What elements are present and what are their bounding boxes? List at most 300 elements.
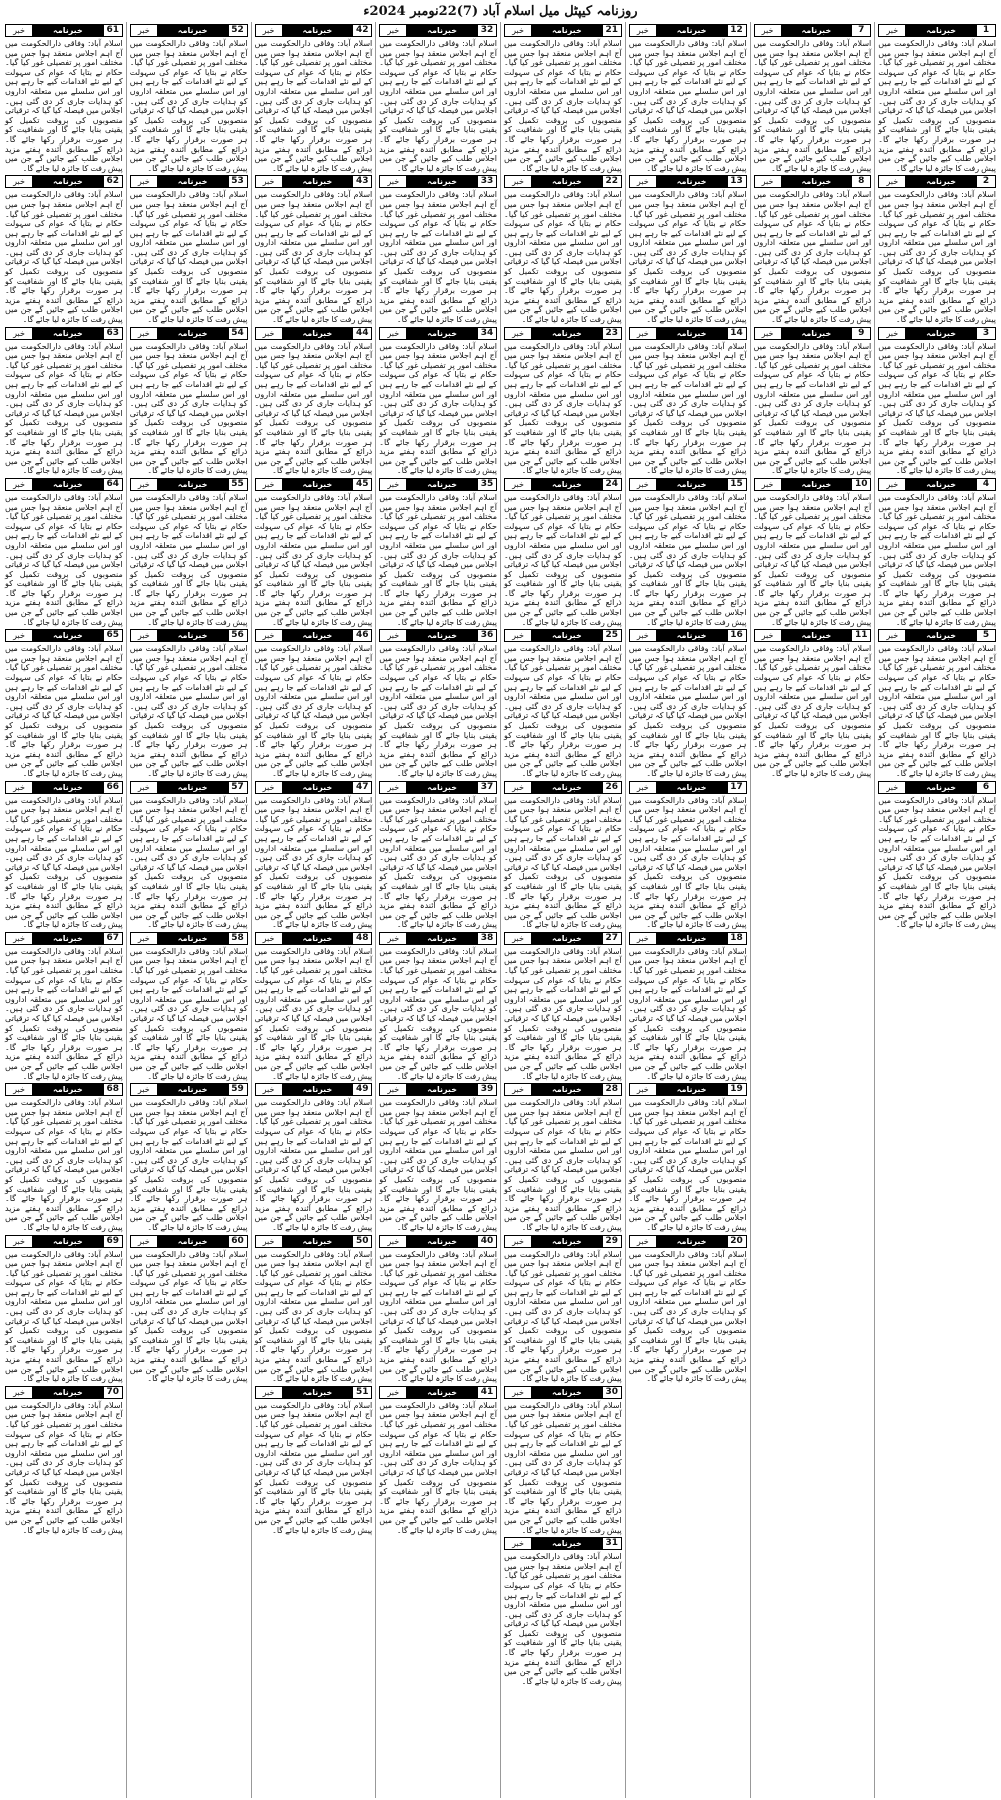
news-item-label: خبرنامہ [657,478,727,491]
news-item [379,175,497,324]
news-item-label: خبرنامہ [33,1386,103,1399]
news-item [255,24,373,173]
news-item-header [379,478,497,491]
news-item-number: 39 [477,1083,497,1096]
news-item-header [754,629,872,642]
news-item-header [629,1083,747,1096]
news-item [504,1537,622,1686]
news-item-tag: خبر [130,932,158,945]
news-item-tag: خبر [754,24,782,37]
news-item-label: خبرنامہ [532,1386,602,1399]
news-item-label: خبرنامہ [33,1083,103,1096]
news-item-header [504,24,622,37]
news-item-number: 31 [602,1537,622,1550]
news-item-label: خبرنامہ [283,932,353,945]
news-item-tag: خبر [130,175,158,188]
news-item-tag: خبر [5,1083,33,1096]
news-item-label: خبرنامہ [532,175,602,188]
news-item-tag: خبر [504,932,532,945]
news-item-label: خبرنامہ [283,1235,353,1248]
news-item [5,932,123,1081]
news-item-header [629,629,747,642]
news-item [255,1083,373,1232]
news-item-body: اسلام آباد: وفاقی دارالحکومت میں آج اہم اجلاس منعقد ہوا جس میں مختلف امور پر تفصیلی غور کیا گیا۔ حکام نے بتایا کہ عوام کی سہولت کے لیے نئے اقدامات کیے جا رہے ہیں اور اس سلسلے میں متعلقہ اداروں کو ہدایات جاری کر دی گئی ہیں۔ اجلاس میں فیصلہ کیا گیا کہ ترقیاتی منصوبوں کی بروقت تکمیل کو یقینی بنایا جائے گا اور شفافیت کو ہر صورت برقرار رکھا جائے گا۔ ذرائع کے مطابق آئندہ ہفتے مزید اجلاس طلب کیے جائیں گے جن میں پیش رفت کا جائزہ لیا جائے گا۔ [254,492,373,627]
news-item-body: اسلام آباد: وفاقی دارالحکومت میں آج اہم اجلاس منعقد ہوا جس میں مختلف امور پر تفصیلی غور کیا گیا۔ حکام نے بتایا کہ عوام کی سہولت کے لیے نئے اقدامات کیے جا رہے ہیں اور اس سلسلے میں متعلقہ اداروں کو ہدایات جاری کر دی گئی ہیں۔ اجلاس میں فیصلہ کیا گیا کہ ترقیاتی منصوبوں کی بروقت تکمیل کو یقینی بنایا جائے گا اور شفافیت کو ہر صورت برقرار رکھا جائے گا۔ ذرائع کے مطابق آئندہ ہفتے مزید اجلاس طلب کیے جائیں گے جن میں پیش رفت کا جائزہ لیا جائے گا۔ [379,190,497,325]
news-item-body: اسلام آباد: وفاقی دارالحکومت میں آج اہم اجلاس منعقد ہوا جس میں مختلف امور پر تفصیلی غور کیا گیا۔ حکام نے بتایا کہ عوام کی سہولت کے لیے نئے اقدامات کیے جا رہے ہیں اور اس سلسلے میں متعلقہ اداروں کو ہدایات جاری کر دی گئی ہیں۔ اجلاس میں فیصلہ کیا گیا کہ ترقیاتی منصوبوں کی بروقت تکمیل کو یقینی بنایا جائے گا اور شفافیت کو ہر صورت برقرار رکھا جائے گا۔ ذرائع کے مطابق آئندہ ہفتے مزید اجلاس طلب کیے جائیں گے جن میں پیش رفت کا جائزہ لیا جائے گا۔ [5,1400,123,1535]
news-item [754,327,872,476]
news-item-number: 65 [103,629,123,642]
news-item-body: اسلام آباد: وفاقی دارالحکومت میں آج اہم اجلاس منعقد ہوا جس میں مختلف امور پر تفصیلی غور کیا گیا۔ حکام نے بتایا کہ عوام کی سہولت کے لیے نئے اقدامات کیے جا رہے ہیں اور اس سلسلے میں متعلقہ اداروں کو ہدایات جاری کر دی گئی ہیں۔ اجلاس میں فیصلہ کیا گیا کہ ترقیاتی منصوبوں کی بروقت تکمیل کو یقینی بنایا جائے گا اور شفافیت کو ہر صورت برقرار رکھا جائے گا۔ ذرائع کے مطابق آئندہ ہفتے مزید اجلاس طلب کیے جائیں گے جن میں پیش رفت کا جائزہ لیا جائے گا۔ [5,946,123,1081]
page-title: روزنامہ کیپٹل میل اسلام آباد (7)22نومبر 2024ء [363,4,638,19]
news-item-body: اسلام آباد: وفاقی دارالحکومت میں آج اہم اجلاس منعقد ہوا جس میں مختلف امور پر تفصیلی غور کیا گیا۔ حکام نے بتایا کہ عوام کی سہولت کے لیے نئے اقدامات کیے جا رہے ہیں اور اس سلسلے میں متعلقہ اداروں کو ہدایات جاری کر دی گئی ہیں۔ اجلاس میں فیصلہ کیا گیا کہ ترقیاتی منصوبوں کی بروقت تکمیل کو یقینی بنایا جائے گا اور شفافیت کو ہر صورت برقرار رکھا جائے گا۔ ذرائع کے مطابق آئندہ ہفتے مزید اجلاس طلب کیے جائیں گے جن میں پیش رفت کا جائزہ لیا جائے گا۔ [5,1249,123,1384]
news-item-header [754,24,872,37]
news-item-number: 48 [352,932,372,945]
news-item [504,175,622,324]
news-item-tag: خبر [5,175,33,188]
news-item [5,1083,123,1232]
news-item [5,327,123,476]
news-item-tag: خبر [504,1083,532,1096]
news-item-label: خبرنامہ [657,781,727,794]
news-item-body: اسلام آباد: وفاقی دارالحکومت میں آج اہم اجلاس منعقد ہوا جس میں مختلف امور پر تفصیلی غور کیا گیا۔ حکام نے بتایا کہ عوام کی سہولت کے لیے نئے اقدامات کیے جا رہے ہیں اور اس سلسلے میں متعلقہ اداروں کو ہدایات جاری کر دی گئی ہیں۔ اجلاس میں فیصلہ کیا گیا کہ ترقیاتی منصوبوں کی بروقت تکمیل کو یقینی بنایا جائے گا اور شفافیت کو ہر صورت برقرار رکھا جائے گا۔ ذرائع کے مطابق آئندہ ہفتے مزید اجلاس طلب کیے جائیں گے جن میں پیش رفت کا جائزہ لیا جائے گا۔ [628,341,747,476]
news-item-number: 12 [727,24,747,37]
news-item-number: 19 [727,1083,747,1096]
news-item-label: خبرنامہ [657,175,727,188]
news-item-number: 27 [602,932,622,945]
news-item-body: اسلام آباد: وفاقی دارالحکومت میں آج اہم اجلاس منعقد ہوا جس میں مختلف امور پر تفصیلی غور کیا گیا۔ حکام نے بتایا کہ عوام کی سہولت کے لیے نئے اقدامات کیے جا رہے ہیں اور اس سلسلے میں متعلقہ اداروں کو ہدایات جاری کر دی گئی ہیں۔ اجلاس میں فیصلہ کیا گیا کہ ترقیاتی منصوبوں کی بروقت تکمیل کو یقینی بنایا جائے گا اور شفافیت کو ہر صورت برقرار رکھا جائے گا۔ ذرائع کے مطابق آئندہ ہفتے مزید اجلاس طلب کیے جائیں گے جن میں پیش رفت کا جائزہ لیا جائے گا۔ [878,644,996,778]
news-item-label: خبرنامہ [906,781,976,794]
news-item [504,24,622,173]
news-item-number: 60 [228,1235,248,1248]
news-item-body: اسلام آباد: وفاقی دارالحکومت میں آج اہم اجلاس منعقد ہوا جس میں مختلف امور پر تفصیلی غور کیا گیا۔ حکام نے بتایا کہ عوام کی سہولت کے لیے نئے اقدامات کیے جا رہے ہیں اور اس سلسلے میں متعلقہ اداروں کو ہدایات جاری کر دی گئی ہیں۔ اجلاس میں فیصلہ کیا گیا کہ ترقیاتی منصوبوں کی بروقت تکمیل کو یقینی بنایا جائے گا اور شفافیت کو ہر صورت برقرار رکھا جائے گا۔ ذرائع کے مطابق آئندہ ہفتے مزید اجلاس طلب کیے جائیں گے جن میں پیش رفت کا جائزہ لیا جائے گا۔ [129,644,248,778]
news-item-header [504,932,622,945]
news-item-number: 62 [103,175,123,188]
news-item-number: 59 [228,1083,248,1096]
news-item [5,175,123,324]
news-item-header [754,478,872,491]
news-item-number: 61 [103,24,123,37]
news-item-header [5,629,123,642]
news-item-body: اسلام آباد: وفاقی دارالحکومت میں آج اہم اجلاس منعقد ہوا جس میں مختلف امور پر تفصیلی غور کیا گیا۔ حکام نے بتایا کہ عوام کی سہولت کے لیے نئے اقدامات کیے جا رہے ہیں اور اس سلسلے میں متعلقہ اداروں کو ہدایات جاری کر دی گئی ہیں۔ اجلاس میں فیصلہ کیا گیا کہ ترقیاتی منصوبوں کی بروقت تکمیل کو یقینی بنایا جائے گا اور شفافیت کو ہر صورت برقرار رکھا جائے گا۔ ذرائع کے مطابق آئندہ ہفتے مزید اجلاس طلب کیے جائیں گے جن میں پیش رفت کا جائزہ لیا جائے گا۔ [379,1249,497,1384]
news-item-tag: خبر [629,1235,657,1248]
news-item [379,1083,497,1232]
news-item-tag: خبر [754,629,782,642]
news-item-body: اسلام آباد: وفاقی دارالحکومت میں آج اہم اجلاس منعقد ہوا جس میں مختلف امور پر تفصیلی غور کیا گیا۔ حکام نے بتایا کہ عوام کی سہولت کے لیے نئے اقدامات کیے جا رہے ہیں اور اس سلسلے میں متعلقہ اداروں کو ہدایات جاری کر دی گئی ہیں۔ اجلاس میں فیصلہ کیا گیا کہ ترقیاتی منصوبوں کی بروقت تکمیل کو یقینی بنایا جائے گا اور شفافیت کو ہر صورت برقرار رکھا جائے گا۔ ذرائع کے مطابق آئندہ ہفتے مزید اجلاس طلب کیے جائیں گے جن میں پیش رفت کا جائزہ لیا جائے گا۔ [504,644,622,778]
news-item-label: خبرنامہ [283,478,353,491]
news-item-body: اسلام آباد: وفاقی دارالحکومت میں آج اہم اجلاس منعقد ہوا جس میں مختلف امور پر تفصیلی غور کیا گیا۔ حکام نے بتایا کہ عوام کی سہولت کے لیے نئے اقدامات کیے جا رہے ہیں اور اس سلسلے میں متعلقہ اداروں کو ہدایات جاری کر دی گئی ہیں۔ اجلاس میں فیصلہ کیا گیا کہ ترقیاتی منصوبوں کی بروقت تکمیل کو یقینی بنایا جائے گا اور شفافیت کو ہر صورت برقرار رکھا جائے گا۔ ذرائع کے مطابق آئندہ ہفتے مزید اجلاس طلب کیے جائیں گے جن میں پیش رفت کا جائزہ لیا جائے گا۔ [753,190,872,325]
news-item-number: 52 [228,24,248,37]
news-item-label: خبرنامہ [407,1386,477,1399]
news-item-body: اسلام آباد: وفاقی دارالحکومت میں آج اہم اجلاس منعقد ہوا جس میں مختلف امور پر تفصیلی غور کیا گیا۔ حکام نے بتایا کہ عوام کی سہولت کے لیے نئے اقدامات کیے جا رہے ہیں اور اس سلسلے میں متعلقہ اداروں کو ہدایات جاری کر دی گئی ہیں۔ اجلاس میں فیصلہ کیا گیا کہ ترقیاتی منصوبوں کی بروقت تکمیل کو یقینی بنایا جائے گا اور شفافیت کو ہر صورت برقرار رکھا جائے گا۔ ذرائع کے مطابق آئندہ ہفتے مزید اجلاس طلب کیے جائیں گے جن میں پیش رفت کا جائزہ لیا جائے گا۔ [878,492,996,627]
news-item-body: اسلام آباد: وفاقی دارالحکومت میں آج اہم اجلاس منعقد ہوا جس میں مختلف امور پر تفصیلی غور کیا گیا۔ حکام نے بتایا کہ عوام کی سہولت کے لیے نئے اقدامات کیے جا رہے ہیں اور اس سلسلے میں متعلقہ اداروں کو ہدایات جاری کر دی گئی ہیں۔ اجلاس میں فیصلہ کیا گیا کہ ترقیاتی منصوبوں کی بروقت تکمیل کو یقینی بنایا جائے گا اور شفافیت کو ہر صورت برقرار رکھا جائے گا۔ ذرائع کے مطابق آئندہ ہفتے مزید اجلاس طلب کیے جائیں گے جن میں پیش رفت کا جائزہ لیا جائے گا۔ [129,946,248,1081]
news-item-header [629,24,747,37]
news-item-number: 36 [477,629,497,642]
news-item-body: اسلام آباد: وفاقی دارالحکومت میں آج اہم اجلاس منعقد ہوا جس میں مختلف امور پر تفصیلی غور کیا گیا۔ حکام نے بتایا کہ عوام کی سہولت کے لیے نئے اقدامات کیے جا رہے ہیں اور اس سلسلے میں متعلقہ اداروں کو ہدایات جاری کر دی گئی ہیں۔ اجلاس میں فیصلہ کیا گیا کہ ترقیاتی منصوبوں کی بروقت تکمیل کو یقینی بنایا جائے گا اور شفافیت کو ہر صورت برقرار رکھا جائے گا۔ ذرائع کے مطابق آئندہ ہفتے مزید اجلاس طلب کیے جائیں گے جن میں پیش رفت کا جائزہ لیا جائے گا۔ [379,946,497,1081]
news-item [379,1386,497,1535]
news-item-tag: خبر [5,478,33,491]
news-item-tag: خبر [504,1386,532,1399]
news-item-tag: خبر [255,1083,283,1096]
news-item-label: خبرنامہ [407,1083,477,1096]
news-item-body: اسلام آباد: وفاقی دارالحکومت میں آج اہم اجلاس منعقد ہوا جس میں مختلف امور پر تفصیلی غور کیا گیا۔ حکام نے بتایا کہ عوام کی سہولت کے لیے نئے اقدامات کیے جا رہے ہیں اور اس سلسلے میں متعلقہ اداروں کو ہدایات جاری کر دی گئی ہیں۔ اجلاس میں فیصلہ کیا گیا کہ ترقیاتی منصوبوں کی بروقت تکمیل کو یقینی بنایا جائے گا اور شفافیت کو ہر صورت برقرار رکھا جائے گا۔ ذرائع کے مطابق آئندہ ہفتے مزید اجلاس طلب کیے جائیں گے جن میں پیش رفت کا جائزہ لیا جائے گا۔ [753,492,872,627]
news-item-label: خبرنامہ [532,24,602,37]
news-item-body: اسلام آباد: وفاقی دارالحکومت میں آج اہم اجلاس منعقد ہوا جس میں مختلف امور پر تفصیلی غور کیا گیا۔ حکام نے بتایا کہ عوام کی سہولت کے لیے نئے اقدامات کیے جا رہے ہیں اور اس سلسلے میں متعلقہ اداروں کو ہدایات جاری کر دی گئی ہیں۔ اجلاس میں فیصلہ کیا گیا کہ ترقیاتی منصوبوں کی بروقت تکمیل کو یقینی بنایا جائے گا اور شفافیت کو ہر صورت برقرار رکھا جائے گا۔ ذرائع کے مطابق آئندہ ہفتے مزید اجلاس طلب کیے جائیں گے جن میں پیش رفت کا جائزہ لیا جائے گا۔ [5,795,123,930]
news-item-label: خبرنامہ [33,629,103,642]
news-item-tag: خبر [504,629,532,642]
news-item-body: اسلام آباد: وفاقی دارالحکومت میں آج اہم اجلاس منعقد ہوا جس میں مختلف امور پر تفصیلی غور کیا گیا۔ حکام نے بتایا کہ عوام کی سہولت کے لیے نئے اقدامات کیے جا رہے ہیں اور اس سلسلے میں متعلقہ اداروں کو ہدایات جاری کر دی گئی ہیں۔ اجلاس میں فیصلہ کیا گیا کہ ترقیاتی منصوبوں کی بروقت تکمیل کو یقینی بنایا جائے گا اور شفافیت کو ہر صورت برقرار رکھا جائے گا۔ ذرائع کے مطابق آئندہ ہفتے مزید اجلاس طلب کیے جائیں گے جن میں پیش رفت کا جائزہ لیا جائے گا۔ [878,190,996,325]
news-item-label: خبرنامہ [906,24,976,37]
news-item-header [5,175,123,188]
news-item-number: 55 [228,478,248,491]
news-item-header [255,175,373,188]
news-item-tag: خبر [255,932,283,945]
news-item-header [878,629,996,642]
news-item-body: اسلام آباد: وفاقی دارالحکومت میں آج اہم اجلاس منعقد ہوا جس میں مختلف امور پر تفصیلی غور کیا گیا۔ حکام نے بتایا کہ عوام کی سہولت کے لیے نئے اقدامات کیے جا رہے ہیں اور اس سلسلے میں متعلقہ اداروں کو ہدایات جاری کر دی گئی ہیں۔ اجلاس میں فیصلہ کیا گیا کہ ترقیاتی منصوبوں کی بروقت تکمیل کو یقینی بنایا جائے گا اور شفافیت کو ہر صورت برقرار رکھا جائے گا۔ ذرائع کے مطابق آئندہ ہفتے مزید اجلاس طلب کیے جائیں گے جن میں پیش رفت کا جائزہ لیا جائے گا۔ [129,1249,248,1384]
news-item-number: 26 [602,781,622,794]
news-item-header [629,781,747,794]
news-item-tag: خبر [379,327,407,340]
news-item [878,629,996,778]
news-item-number: 15 [727,478,747,491]
news-item-number: 14 [727,327,747,340]
news-item [629,478,747,627]
news-item-header [5,781,123,794]
news-item-body: اسلام آباد: وفاقی دارالحکومت میں آج اہم اجلاس منعقد ہوا جس میں مختلف امور پر تفصیلی غور کیا گیا۔ حکام نے بتایا کہ عوام کی سہولت کے لیے نئے اقدامات کیے جا رہے ہیں اور اس سلسلے میں متعلقہ اداروں کو ہدایات جاری کر دی گئی ہیں۔ اجلاس میں فیصلہ کیا گیا کہ ترقیاتی منصوبوں کی بروقت تکمیل کو یقینی بنایا جائے گا اور شفافیت کو ہر صورت برقرار رکھا جائے گا۔ ذرائع کے مطابق آئندہ ہفتے مزید اجلاس طلب کیے جائیں گے جن میں پیش رفت کا جائزہ لیا جائے گا۔ [5,190,123,325]
news-item-label: خبرنامہ [532,327,602,340]
news-item [130,24,248,173]
news-item-header [255,1235,373,1248]
news-item-label: خبرنامہ [158,478,228,491]
news-item-number: 49 [352,1083,372,1096]
news-item [255,932,373,1081]
news-item [379,629,497,778]
news-item-body: اسلام آباد: وفاقی دارالحکومت میں آج اہم اجلاس منعقد ہوا جس میں مختلف امور پر تفصیلی غور کیا گیا۔ حکام نے بتایا کہ عوام کی سہولت کے لیے نئے اقدامات کیے جا رہے ہیں اور اس سلسلے میں متعلقہ اداروں کو ہدایات جاری کر دی گئی ہیں۔ اجلاس میں فیصلہ کیا گیا کہ ترقیاتی منصوبوں کی بروقت تکمیل کو یقینی بنایا جائے گا اور شفافیت کو ہر صورت برقرار رکھا جائے گا۔ ذرائع کے مطابق آئندہ ہفتے مزید اجلاس طلب کیے جائیں گے جن میں پیش رفت کا جائزہ لیا جائے گا۔ [379,39,497,173]
news-item-tag: خبر [379,1083,407,1096]
news-item-number: 2 [976,175,996,188]
news-item-number: 6 [976,781,996,794]
news-item-tag: خبر [379,629,407,642]
news-item-number: 64 [103,478,123,491]
news-item-header [5,327,123,340]
news-item-body: اسلام آباد: وفاقی دارالحکومت میں آج اہم اجلاس منعقد ہوا جس میں مختلف امور پر تفصیلی غور کیا گیا۔ حکام نے بتایا کہ عوام کی سہولت کے لیے نئے اقدامات کیے جا رہے ہیں اور اس سلسلے میں متعلقہ اداروں کو ہدایات جاری کر دی گئی ہیں۔ اجلاس میں فیصلہ کیا گیا کہ ترقیاتی منصوبوں کی بروقت تکمیل کو یقینی بنایا جائے گا اور شفافیت کو ہر صورت برقرار رکھا جائے گا۔ ذرائع کے مطابق آئندہ ہفتے مزید اجلاس طلب کیے جائیں گے جن میں پیش رفت کا جائزہ لیا جائے گا۔ [504,1552,622,1686]
news-item-header [504,1537,622,1550]
news-item-header [255,478,373,491]
news-item-body: اسلام آباد: وفاقی دارالحکومت میں آج اہم اجلاس منعقد ہوا جس میں مختلف امور پر تفصیلی غور کیا گیا۔ حکام نے بتایا کہ عوام کی سہولت کے لیے نئے اقدامات کیے جا رہے ہیں اور اس سلسلے میں متعلقہ اداروں کو ہدایات جاری کر دی گئی ہیں۔ اجلاس میں فیصلہ کیا گیا کہ ترقیاتی منصوبوں کی بروقت تکمیل کو یقینی بنایا جائے گا اور شفافیت کو ہر صورت برقرار رکھا جائے گا۔ ذرائع کے مطابق آئندہ ہفتے مزید اجلاس طلب کیے جائیں گے جن میں پیش رفت کا جائزہ لیا جائے گا۔ [628,644,747,778]
news-item-tag: خبر [629,1083,657,1096]
news-item-body: اسلام آباد: وفاقی دارالحکومت میں آج اہم اجلاس منعقد ہوا جس میں مختلف امور پر تفصیلی غور کیا گیا۔ حکام نے بتایا کہ عوام کی سہولت کے لیے نئے اقدامات کیے جا رہے ہیں اور اس سلسلے میں متعلقہ اداروں کو ہدایات جاری کر دی گئی ہیں۔ اجلاس میں فیصلہ کیا گیا کہ ترقیاتی منصوبوں کی بروقت تکمیل کو یقینی بنایا جائے گا اور شفافیت کو ہر صورت برقرار رکھا جائے گا۔ ذرائع کے مطابق آئندہ ہفتے مزید اجلاس طلب کیے جائیں گے جن میں پیش رفت کا جائزہ لیا جائے گا۔ [628,795,747,930]
news-item-tag: خبر [504,478,532,491]
news-item-number: 11 [851,629,871,642]
news-item-tag: خبر [5,781,33,794]
news-item-header [379,1235,497,1248]
news-item-number: 28 [602,1083,622,1096]
news-item-label: خبرنامہ [158,629,228,642]
news-item-label: خبرنامہ [283,781,353,794]
news-item-body: اسلام آباد: وفاقی دارالحکومت میں آج اہم اجلاس منعقد ہوا جس میں مختلف امور پر تفصیلی غور کیا گیا۔ حکام نے بتایا کہ عوام کی سہولت کے لیے نئے اقدامات کیے جا رہے ہیں اور اس سلسلے میں متعلقہ اداروں کو ہدایات جاری کر دی گئی ہیں۔ اجلاس میں فیصلہ کیا گیا کہ ترقیاتی منصوبوں کی بروقت تکمیل کو یقینی بنایا جائے گا اور شفافیت کو ہر صورت برقرار رکھا جائے گا۔ ذرائع کے مطابق آئندہ ہفتے مزید اجلاس طلب کیے جائیں گے جن میں پیش رفت کا جائزہ لیا جائے گا۔ [379,492,497,627]
news-item-number: 3 [976,327,996,340]
news-item-tag: خبر [255,175,283,188]
news-item-tag: خبر [130,1235,158,1248]
news-item-label: خبرنامہ [657,327,727,340]
news-item-number: 58 [228,932,248,945]
news-item-header [629,932,747,945]
news-item-body: اسلام آباد: وفاقی دارالحکومت میں آج اہم اجلاس منعقد ہوا جس میں مختلف امور پر تفصیلی غور کیا گیا۔ حکام نے بتایا کہ عوام کی سہولت کے لیے نئے اقدامات کیے جا رہے ہیں اور اس سلسلے میں متعلقہ اداروں کو ہدایات جاری کر دی گئی ہیں۔ اجلاس میں فیصلہ کیا گیا کہ ترقیاتی منصوبوں کی بروقت تکمیل کو یقینی بنایا جائے گا اور شفافیت کو ہر صورت برقرار رکھا جائے گا۔ ذرائع کے مطابق آئندہ ہفتے مزید اجلاس طلب کیے جائیں گے جن میں پیش رفت کا جائزہ لیا جائے گا۔ [628,39,747,173]
news-item-tag: خبر [130,629,158,642]
news-item-tag: خبر [629,781,657,794]
news-item-body: اسلام آباد: وفاقی دارالحکومت میں آج اہم اجلاس منعقد ہوا جس میں مختلف امور پر تفصیلی غور کیا گیا۔ حکام نے بتایا کہ عوام کی سہولت کے لیے نئے اقدامات کیے جا رہے ہیں اور اس سلسلے میں متعلقہ اداروں کو ہدایات جاری کر دی گئی ہیں۔ اجلاس میں فیصلہ کیا گیا کہ ترقیاتی منصوبوں کی بروقت تکمیل کو یقینی بنایا جائے گا اور شفافیت کو ہر صورت برقرار رکھا جائے گا۔ ذرائع کے مطابق آئندہ ہفتے مزید اجلاس طلب کیے جائیں گے جن میں پیش رفت کا جائزہ لیا جائے گا۔ [129,190,248,325]
news-item-tag: خبر [878,478,906,491]
news-item [504,932,622,1081]
news-item-header [255,629,373,642]
news-item-label: خبرنامہ [158,24,228,37]
news-item-tag: خبر [255,629,283,642]
news-item [629,629,747,778]
news-item-body: اسلام آباد: وفاقی دارالحکومت میں آج اہم اجلاس منعقد ہوا جس میں مختلف امور پر تفصیلی غور کیا گیا۔ حکام نے بتایا کہ عوام کی سہولت کے لیے نئے اقدامات کیے جا رہے ہیں اور اس سلسلے میں متعلقہ اداروں کو ہدایات جاری کر دی گئی ہیں۔ اجلاس میں فیصلہ کیا گیا کہ ترقیاتی منصوبوں کی بروقت تکمیل کو یقینی بنایا جائے گا اور شفافیت کو ہر صورت برقرار رکھا جائے گا۔ ذرائع کے مطابق آئندہ ہفتے مزید اجلاس طلب کیے جائیں گے جن میں پیش رفت کا جائزہ لیا جائے گا۔ [129,492,248,627]
news-item-number: 68 [103,1083,123,1096]
news-item [130,629,248,778]
news-item-header [130,932,248,945]
news-item-header [5,478,123,491]
news-item-body: اسلام آباد: وفاقی دارالحکومت میں آج اہم اجلاس منعقد ہوا جس میں مختلف امور پر تفصیلی غور کیا گیا۔ حکام نے بتایا کہ عوام کی سہولت کے لیے نئے اقدامات کیے جا رہے ہیں اور اس سلسلے میں متعلقہ اداروں کو ہدایات جاری کر دی گئی ہیں۔ اجلاس میں فیصلہ کیا گیا کہ ترقیاتی منصوبوں کی بروقت تکمیل کو یقینی بنایا جائے گا اور شفافیت کو ہر صورت برقرار رکھا جائے گا۔ ذرائع کے مطابق آئندہ ہفتے مزید اجلاس طلب کیے جائیں گے جن میں پیش رفت کا جائزہ لیا جائے گا۔ [129,1098,248,1232]
news-item-body: اسلام آباد: وفاقی دارالحکومت میں آج اہم اجلاس منعقد ہوا جس میں مختلف امور پر تفصیلی غور کیا گیا۔ حکام نے بتایا کہ عوام کی سہولت کے لیے نئے اقدامات کیے جا رہے ہیں اور اس سلسلے میں متعلقہ اداروں کو ہدایات جاری کر دی گئی ہیں۔ اجلاس میں فیصلہ کیا گیا کہ ترقیاتی منصوبوں کی بروقت تکمیل کو یقینی بنایا جائے گا اور شفافیت کو ہر صورت برقرار رکھا جائے گا۔ ذرائع کے مطابق آئندہ ہفتے مزید اجلاس طلب کیے جائیں گے جن میں پیش رفت کا جائزہ لیا جائے گا۔ [504,341,622,476]
news-item-header [379,1083,497,1096]
news-item-label: خبرنامہ [407,781,477,794]
news-item-number: 45 [352,478,372,491]
news-item-body: اسلام آباد: وفاقی دارالحکومت میں آج اہم اجلاس منعقد ہوا جس میں مختلف امور پر تفصیلی غور کیا گیا۔ حکام نے بتایا کہ عوام کی سہولت کے لیے نئے اقدامات کیے جا رہے ہیں اور اس سلسلے میں متعلقہ اداروں کو ہدایات جاری کر دی گئی ہیں۔ اجلاس میں فیصلہ کیا گیا کہ ترقیاتی منصوبوں کی بروقت تکمیل کو یقینی بنایا جائے گا اور شفافیت کو ہر صورت برقرار رکھا جائے گا۔ ذرائع کے مطابق آئندہ ہفتے مزید اجلاس طلب کیے جائیں گے جن میں پیش رفت کا جائزہ لیا جائے گا۔ [753,644,872,778]
news-item [629,781,747,930]
news-item-tag: خبر [379,175,407,188]
news-item-header [379,24,497,37]
news-item-header [504,478,622,491]
news-item-label: خبرنامہ [158,932,228,945]
news-item-header [130,327,248,340]
news-item-number: 38 [477,932,497,945]
news-item-body: اسلام آباد: وفاقی دارالحکومت میں آج اہم اجلاس منعقد ہوا جس میں مختلف امور پر تفصیلی غور کیا گیا۔ حکام نے بتایا کہ عوام کی سہولت کے لیے نئے اقدامات کیے جا رہے ہیں اور اس سلسلے میں متعلقہ اداروں کو ہدایات جاری کر دی گئی ہیں۔ اجلاس میں فیصلہ کیا گیا کہ ترقیاتی منصوبوں کی بروقت تکمیل کو یقینی بنایا جائے گا اور شفافیت کو ہر صورت برقرار رکھا جائے گا۔ ذرائع کے مطابق آئندہ ہفتے مزید اجلاس طلب کیے جائیں گے جن میں پیش رفت کا جائزہ لیا جائے گا۔ [878,341,996,476]
news-item-label: خبرنامہ [158,175,228,188]
news-item-number: 46 [352,629,372,642]
news-item-number: 51 [352,1386,372,1399]
news-item-header [130,1083,248,1096]
news-item-tag: خبر [255,1386,283,1399]
news-item-body: اسلام آباد: وفاقی دارالحکومت میں آج اہم اجلاس منعقد ہوا جس میں مختلف امور پر تفصیلی غور کیا گیا۔ حکام نے بتایا کہ عوام کی سہولت کے لیے نئے اقدامات کیے جا رہے ہیں اور اس سلسلے میں متعلقہ اداروں کو ہدایات جاری کر دی گئی ہیں۔ اجلاس میں فیصلہ کیا گیا کہ ترقیاتی منصوبوں کی بروقت تکمیل کو یقینی بنایا جائے گا اور شفافیت کو ہر صورت برقرار رکھا جائے گا۔ ذرائع کے مطابق آئندہ ہفتے مزید اجلاس طلب کیے جائیں گے جن میں پیش رفت کا جائزہ لیا جائے گا۔ [254,39,373,173]
news-item-number: 23 [602,327,622,340]
news-item-label: خبرنامہ [33,478,103,491]
news-item [504,1235,622,1384]
news-item [5,1235,123,1384]
news-item [379,478,497,627]
news-item [878,327,996,476]
news-item-body: اسلام آباد: وفاقی دارالحکومت میں آج اہم اجلاس منعقد ہوا جس میں مختلف امور پر تفصیلی غور کیا گیا۔ حکام نے بتایا کہ عوام کی سہولت کے لیے نئے اقدامات کیے جا رہے ہیں اور اس سلسلے میں متعلقہ اداروں کو ہدایات جاری کر دی گئی ہیں۔ اجلاس میں فیصلہ کیا گیا کہ ترقیاتی منصوبوں کی بروقت تکمیل کو یقینی بنایا جائے گا اور شفافیت کو ہر صورت برقرار رکھا جائے گا۔ ذرائع کے مطابق آئندہ ہفتے مزید اجلاس طلب کیے جائیں گے جن میں پیش رفت کا جائزہ لیا جائے گا۔ [628,492,747,627]
news-item-label: خبرنامہ [407,932,477,945]
news-item-tag: خبر [5,1235,33,1248]
news-item [379,781,497,930]
news-item-tag: خبر [629,629,657,642]
news-item [629,932,747,1081]
news-item-body: اسلام آباد: وفاقی دارالحکومت میں آج اہم اجلاس منعقد ہوا جس میں مختلف امور پر تفصیلی غور کیا گیا۔ حکام نے بتایا کہ عوام کی سہولت کے لیے نئے اقدامات کیے جا رہے ہیں اور اس سلسلے میں متعلقہ اداروں کو ہدایات جاری کر دی گئی ہیں۔ اجلاس میں فیصلہ کیا گیا کہ ترقیاتی منصوبوں کی بروقت تکمیل کو یقینی بنایا جائے گا اور شفافیت کو ہر صورت برقرار رکھا جائے گا۔ ذرائع کے مطابق آئندہ ہفتے مزید اجلاس طلب کیے جائیں گے جن میں پیش رفت کا جائزہ لیا جائے گا۔ [379,1400,497,1535]
news-item-label: خبرنامہ [657,629,727,642]
news-item-label: خبرنامہ [283,629,353,642]
news-item-tag: خبر [629,478,657,491]
news-item-label: خبرنامہ [532,629,602,642]
news-item-body: اسلام آباد: وفاقی دارالحکومت میں آج اہم اجلاس منعقد ہوا جس میں مختلف امور پر تفصیلی غور کیا گیا۔ حکام نے بتایا کہ عوام کی سہولت کے لیے نئے اقدامات کیے جا رہے ہیں اور اس سلسلے میں متعلقہ اداروں کو ہدایات جاری کر دی گئی ہیں۔ اجلاس میں فیصلہ کیا گیا کہ ترقیاتی منصوبوں کی بروقت تکمیل کو یقینی بنایا جائے گا اور شفافیت کو ہر صورت برقرار رکھا جائے گا۔ ذرائع کے مطابق آئندہ ہفتے مزید اجلاس طلب کیے جائیں گے جن میں پیش رفت کا جائزہ لیا جائے گا۔ [379,644,497,778]
news-item-tag: خبر [504,1235,532,1248]
news-item [629,24,747,173]
news-item-label: خبرنامہ [33,781,103,794]
news-item-tag: خبر [379,1235,407,1248]
news-item-body: اسلام آباد: وفاقی دارالحکومت میں آج اہم اجلاس منعقد ہوا جس میں مختلف امور پر تفصیلی غور کیا گیا۔ حکام نے بتایا کہ عوام کی سہولت کے لیے نئے اقدامات کیے جا رہے ہیں اور اس سلسلے میں متعلقہ اداروں کو ہدایات جاری کر دی گئی ہیں۔ اجلاس میں فیصلہ کیا گیا کہ ترقیاتی منصوبوں کی بروقت تکمیل کو یقینی بنایا جائے گا اور شفافیت کو ہر صورت برقرار رکھا جائے گا۔ ذرائع کے مطابق آئندہ ہفتے مزید اجلاس طلب کیے جائیں گے جن میں پیش رفت کا جائزہ لیا جائے گا۔ [129,341,248,476]
news-item-body: اسلام آباد: وفاقی دارالحکومت میں آج اہم اجلاس منعقد ہوا جس میں مختلف امور پر تفصیلی غور کیا گیا۔ حکام نے بتایا کہ عوام کی سہولت کے لیے نئے اقدامات کیے جا رہے ہیں اور اس سلسلے میں متعلقہ اداروں کو ہدایات جاری کر دی گئی ہیں۔ اجلاس میں فیصلہ کیا گیا کہ ترقیاتی منصوبوں کی بروقت تکمیل کو یقینی بنایا جائے گا اور شفافیت کو ہر صورت برقرار رکھا جائے گا۔ ذرائع کے مطابق آئندہ ہفتے مزید اجلاس طلب کیے جائیں گے جن میں پیش رفت کا جائزہ لیا جائے گا۔ [254,644,373,778]
news-item-body: اسلام آباد: وفاقی دارالحکومت میں آج اہم اجلاس منعقد ہوا جس میں مختلف امور پر تفصیلی غور کیا گیا۔ حکام نے بتایا کہ عوام کی سہولت کے لیے نئے اقدامات کیے جا رہے ہیں اور اس سلسلے میں متعلقہ اداروں کو ہدایات جاری کر دی گئی ہیں۔ اجلاس میں فیصلہ کیا گیا کہ ترقیاتی منصوبوں کی بروقت تکمیل کو یقینی بنایا جائے گا اور شفافیت کو ہر صورت برقرار رکھا جائے گا۔ ذرائع کے مطابق آئندہ ہفتے مزید اجلاس طلب کیے جائیں گے جن میں پیش رفت کا جائزہ لیا جائے گا۔ [628,1098,747,1232]
news-item-number: 17 [727,781,747,794]
news-item-label: خبرنامہ [283,1083,353,1096]
news-item [504,1386,622,1535]
news-item-label: خبرنامہ [906,629,976,642]
news-item-tag: خبر [629,24,657,37]
news-item-label: خبرنامہ [657,24,727,37]
news-item-tag: خبر [754,175,782,188]
news-item-body: اسلام آباد: وفاقی دارالحکومت میں آج اہم اجلاس منعقد ہوا جس میں مختلف امور پر تفصیلی غور کیا گیا۔ حکام نے بتایا کہ عوام کی سہولت کے لیے نئے اقدامات کیے جا رہے ہیں اور اس سلسلے میں متعلقہ اداروں کو ہدایات جاری کر دی گئی ہیں۔ اجلاس میں فیصلہ کیا گیا کہ ترقیاتی منصوبوں کی بروقت تکمیل کو یقینی بنایا جائے گا اور شفافیت کو ہر صورت برقرار رکھا جائے گا۔ ذرائع کے مطابق آئندہ ہفتے مزید اجلاس طلب کیے جائیں گے جن میں پیش رفت کا جائزہ لیا جائے گا۔ [254,946,373,1081]
news-item-header [130,629,248,642]
news-item-number: 20 [727,1235,747,1248]
news-item-label: خبرنامہ [657,1083,727,1096]
news-item-body: اسلام آباد: وفاقی دارالحکومت میں آج اہم اجلاس منعقد ہوا جس میں مختلف امور پر تفصیلی غور کیا گیا۔ حکام نے بتایا کہ عوام کی سہولت کے لیے نئے اقدامات کیے جا رہے ہیں اور اس سلسلے میں متعلقہ اداروں کو ہدایات جاری کر دی گئی ہیں۔ اجلاس میں فیصلہ کیا گیا کہ ترقیاتی منصوبوں کی بروقت تکمیل کو یقینی بنایا جائے گا اور شفافیت کو ہر صورت برقرار رکھا جائے گا۔ ذرائع کے مطابق آئندہ ہفتے مزید اجلاس طلب کیے جائیں گے جن میں پیش رفت کا جائزہ لیا جائے گا۔ [5,644,123,778]
news-item [379,327,497,476]
news-item-header [504,327,622,340]
news-item-tag: خبر [255,327,283,340]
news-item-number: 69 [103,1235,123,1248]
news-item [130,175,248,324]
column [126,22,251,1798]
news-item-number: 67 [103,932,123,945]
news-item [754,629,872,778]
news-item-header [504,1386,622,1399]
news-item-label: خبرنامہ [283,24,353,37]
news-item [629,1235,747,1384]
news-item-body: اسلام آباد: وفاقی دارالحکومت میں آج اہم اجلاس منعقد ہوا جس میں مختلف امور پر تفصیلی غور کیا گیا۔ حکام نے بتایا کہ عوام کی سہولت کے لیے نئے اقدامات کیے جا رہے ہیں اور اس سلسلے میں متعلقہ اداروں کو ہدایات جاری کر دی گئی ہیں۔ اجلاس میں فیصلہ کیا گیا کہ ترقیاتی منصوبوں کی بروقت تکمیل کو یقینی بنایا جائے گا اور شفافیت کو ہر صورت برقرار رکھا جائے گا۔ ذرائع کے مطابق آئندہ ہفتے مزید اجلاس طلب کیے جائیں گے جن میں پیش رفت کا جائزہ لیا جائے گا۔ [504,1400,622,1535]
news-item-number: 56 [228,629,248,642]
news-item-body: اسلام آباد: وفاقی دارالحکومت میں آج اہم اجلاس منعقد ہوا جس میں مختلف امور پر تفصیلی غور کیا گیا۔ حکام نے بتایا کہ عوام کی سہولت کے لیے نئے اقدامات کیے جا رہے ہیں اور اس سلسلے میں متعلقہ اداروں کو ہدایات جاری کر دی گئی ہیں۔ اجلاس میں فیصلہ کیا گیا کہ ترقیاتی منصوبوں کی بروقت تکمیل کو یقینی بنایا جائے گا اور شفافیت کو ہر صورت برقرار رکھا جائے گا۔ ذرائع کے مطابق آئندہ ہفتے مزید اجلاس طلب کیے جائیں گے جن میں پیش رفت کا جائزہ لیا جائے گا۔ [5,492,123,627]
news-item-body: اسلام آباد: وفاقی دارالحکومت میں آج اہم اجلاس منعقد ہوا جس میں مختلف امور پر تفصیلی غور کیا گیا۔ حکام نے بتایا کہ عوام کی سہولت کے لیے نئے اقدامات کیے جا رہے ہیں اور اس سلسلے میں متعلقہ اداروں کو ہدایات جاری کر دی گئی ہیں۔ اجلاس میں فیصلہ کیا گیا کہ ترقیاتی منصوبوں کی بروقت تکمیل کو یقینی بنایا جائے گا اور شفافیت کو ہر صورت برقرار رکھا جائے گا۔ ذرائع کے مطابق آئندہ ہفتے مزید اجلاس طلب کیے جائیں گے جن میں پیش رفت کا جائزہ لیا جائے گا۔ [628,946,747,1081]
news-item-number: 43 [352,175,372,188]
news-item-number: 41 [477,1386,497,1399]
news-item [255,629,373,778]
news-item [379,1235,497,1384]
news-item-tag: خبر [255,478,283,491]
news-item-label: خبرنامہ [906,327,976,340]
news-item-header [5,1235,123,1248]
news-item-label: خبرنامہ [532,1235,602,1248]
news-item-tag: خبر [754,478,782,491]
news-item-label: خبرنامہ [906,175,976,188]
news-item-header [5,1083,123,1096]
news-item-label: خبرنامہ [532,932,602,945]
news-item-header [629,478,747,491]
news-item-header [255,327,373,340]
news-item-header [255,781,373,794]
news-item-tag: خبر [255,781,283,794]
news-item [255,1386,373,1535]
news-item-number: 54 [228,327,248,340]
news-item [255,175,373,324]
news-item [130,327,248,476]
news-item [130,478,248,627]
news-item-number: 63 [103,327,123,340]
news-item-body: اسلام آباد: وفاقی دارالحکومت میں آج اہم اجلاس منعقد ہوا جس میں مختلف امور پر تفصیلی غور کیا گیا۔ حکام نے بتایا کہ عوام کی سہولت کے لیے نئے اقدامات کیے جا رہے ہیں اور اس سلسلے میں متعلقہ اداروں کو ہدایات جاری کر دی گئی ہیں۔ اجلاس میں فیصلہ کیا گیا کہ ترقیاتی منصوبوں کی بروقت تکمیل کو یقینی بنایا جائے گا اور شفافیت کو ہر صورت برقرار رکھا جائے گا۔ ذرائع کے مطابق آئندہ ہفتے مزید اجلاس طلب کیے جائیں گے جن میں پیش رفت کا جائزہ لیا جائے گا۔ [504,1098,622,1232]
news-item-body: اسلام آباد: وفاقی دارالحکومت میں آج اہم اجلاس منعقد ہوا جس میں مختلف امور پر تفصیلی غور کیا گیا۔ حکام نے بتایا کہ عوام کی سہولت کے لیے نئے اقدامات کیے جا رہے ہیں اور اس سلسلے میں متعلقہ اداروں کو ہدایات جاری کر دی گئی ہیں۔ اجلاس میں فیصلہ کیا گیا کہ ترقیاتی منصوبوں کی بروقت تکمیل کو یقینی بنایا جائے گا اور شفافیت کو ہر صورت برقرار رکھا جائے گا۔ ذرائع کے مطابق آئندہ ہفتے مزید اجلاس طلب کیے جائیں گے جن میں پیش رفت کا جائزہ لیا جائے گا۔ [504,39,622,173]
news-item-label: خبرنامہ [657,1235,727,1248]
news-item-number: 44 [352,327,372,340]
news-item-body: اسلام آباد: وفاقی دارالحکومت میں آج اہم اجلاس منعقد ہوا جس میں مختلف امور پر تفصیلی غور کیا گیا۔ حکام نے بتایا کہ عوام کی سہولت کے لیے نئے اقدامات کیے جا رہے ہیں اور اس سلسلے میں متعلقہ اداروں کو ہدایات جاری کر دی گئی ہیں۔ اجلاس میں فیصلہ کیا گیا کہ ترقیاتی منصوبوں کی بروقت تکمیل کو یقینی بنایا جائے گا اور شفافیت کو ہر صورت برقرار رکھا جائے گا۔ ذرائع کے مطابق آئندہ ہفتے مزید اجلاس طلب کیے جائیں گے جن میں پیش رفت کا جائزہ لیا جائے گا۔ [504,492,622,627]
news-item-label: خبرنامہ [782,24,852,37]
news-item-header [130,175,248,188]
news-item-number: 33 [477,175,497,188]
news-item-tag: خبر [5,24,33,37]
news-item-number: 70 [103,1386,123,1399]
news-item-label: خبرنامہ [158,1235,228,1248]
news-item-number: 32 [477,24,497,37]
news-item [5,629,123,778]
news-item-number: 24 [602,478,622,491]
news-item-tag: خبر [504,781,532,794]
news-item-label: خبرنامہ [33,1235,103,1248]
news-item-tag: خبر [878,629,906,642]
news-item-tag: خبر [130,24,158,37]
news-item-tag: خبر [504,24,532,37]
news-item-number: 9 [851,327,871,340]
news-item-header [878,327,996,340]
news-item-header [5,24,123,37]
news-item-number: 42 [352,24,372,37]
news-item-header [878,24,996,37]
news-item-label: خبرنامہ [407,24,477,37]
news-item-header [504,1083,622,1096]
news-item-label: خبرنامہ [906,478,976,491]
news-item-tag: خبر [504,175,532,188]
news-item-tag: خبر [5,1386,33,1399]
news-item [754,478,872,627]
news-item [754,24,872,173]
news-item-header [255,24,373,37]
news-item-label: خبرنامہ [532,478,602,491]
news-item-number: 35 [477,478,497,491]
news-item-header [754,175,872,188]
news-item-body: اسلام آباد: وفاقی دارالحکومت میں آج اہم اجلاس منعقد ہوا جس میں مختلف امور پر تفصیلی غور کیا گیا۔ حکام نے بتایا کہ عوام کی سہولت کے لیے نئے اقدامات کیے جا رہے ہیں اور اس سلسلے میں متعلقہ اداروں کو ہدایات جاری کر دی گئی ہیں۔ اجلاس میں فیصلہ کیا گیا کہ ترقیاتی منصوبوں کی بروقت تکمیل کو یقینی بنایا جائے گا اور شفافیت کو ہر صورت برقرار رکھا جائے گا۔ ذرائع کے مطابق آئندہ ہفتے مزید اجلاس طلب کیے جائیں گے جن میں پیش رفت کا جائزہ لیا جائے گا۔ [5,1098,123,1232]
news-item-tag: خبر [130,781,158,794]
news-item-body: اسلام آباد: وفاقی دارالحکومت میں آج اہم اجلاس منعقد ہوا جس میں مختلف امور پر تفصیلی غور کیا گیا۔ حکام نے بتایا کہ عوام کی سہولت کے لیے نئے اقدامات کیے جا رہے ہیں اور اس سلسلے میں متعلقہ اداروں کو ہدایات جاری کر دی گئی ہیں۔ اجلاس میں فیصلہ کیا گیا کہ ترقیاتی منصوبوں کی بروقت تکمیل کو یقینی بنایا جائے گا اور شفافیت کو ہر صورت برقرار رکھا جائے گا۔ ذرائع کے مطابق آئندہ ہفتے مزید اجلاس طلب کیے جائیں گے جن میں پیش رفت کا جائزہ لیا جائے گا۔ [254,190,373,325]
news-item-label: خبرنامہ [158,781,228,794]
news-item-header [878,175,996,188]
news-item-number: 16 [727,629,747,642]
news-item [379,24,497,173]
news-item-body: اسلام آباد: وفاقی دارالحکومت میں آج اہم اجلاس منعقد ہوا جس میں مختلف امور پر تفصیلی غور کیا گیا۔ حکام نے بتایا کہ عوام کی سہولت کے لیے نئے اقدامات کیے جا رہے ہیں اور اس سلسلے میں متعلقہ اداروں کو ہدایات جاری کر دی گئی ہیں۔ اجلاس میں فیصلہ کیا گیا کہ ترقیاتی منصوبوں کی بروقت تکمیل کو یقینی بنایا جائے گا اور شفافیت کو ہر صورت برقرار رکھا جائے گا۔ ذرائع کے مطابق آئندہ ہفتے مزید اجلاس طلب کیے جائیں گے جن میں پیش رفت کا جائزہ لیا جائے گا۔ [878,39,996,173]
news-item-header [130,478,248,491]
news-item-body: اسلام آباد: وفاقی دارالحکومت میں آج اہم اجلاس منعقد ہوا جس میں مختلف امور پر تفصیلی غور کیا گیا۔ حکام نے بتایا کہ عوام کی سہولت کے لیے نئے اقدامات کیے جا رہے ہیں اور اس سلسلے میں متعلقہ اداروں کو ہدایات جاری کر دی گئی ہیں۔ اجلاس میں فیصلہ کیا گیا کہ ترقیاتی منصوبوں کی بروقت تکمیل کو یقینی بنایا جائے گا اور شفافیت کو ہر صورت برقرار رکھا جائے گا۔ ذرائع کے مطابق آئندہ ہفتے مزید اجلاس طلب کیے جائیں گے جن میں پیش رفت کا جائزہ لیا جائے گا۔ [504,946,622,1081]
news-item-body: اسلام آباد: وفاقی دارالحکومت میں آج اہم اجلاس منعقد ہوا جس میں مختلف امور پر تفصیلی غور کیا گیا۔ حکام نے بتایا کہ عوام کی سہولت کے لیے نئے اقدامات کیے جا رہے ہیں اور اس سلسلے میں متعلقہ اداروں کو ہدایات جاری کر دی گئی ہیں۔ اجلاس میں فیصلہ کیا گیا کہ ترقیاتی منصوبوں کی بروقت تکمیل کو یقینی بنایا جائے گا اور شفافیت کو ہر صورت برقرار رکھا جائے گا۔ ذرائع کے مطابق آئندہ ہفتے مزید اجلاس طلب کیے جائیں گے جن میں پیش رفت کا جائزہ لیا جائے گا۔ [5,341,123,476]
news-item-label: خبرنامہ [407,327,477,340]
news-item-header [504,629,622,642]
news-item-body: اسلام آباد: وفاقی دارالحکومت میں آج اہم اجلاس منعقد ہوا جس میں مختلف امور پر تفصیلی غور کیا گیا۔ حکام نے بتایا کہ عوام کی سہولت کے لیے نئے اقدامات کیے جا رہے ہیں اور اس سلسلے میں متعلقہ اداروں کو ہدایات جاری کر دی گئی ہیں۔ اجلاس میں فیصلہ کیا گیا کہ ترقیاتی منصوبوں کی بروقت تکمیل کو یقینی بنایا جائے گا اور شفافیت کو ہر صورت برقرار رکھا جائے گا۔ ذرائع کے مطابق آئندہ ہفتے مزید اجلاس طلب کیے جائیں گے جن میں پیش رفت کا جائزہ لیا جائے گا۔ [753,39,872,173]
news-item-label: خبرنامہ [283,175,353,188]
news-item-label: خبرنامہ [283,1386,353,1399]
news-item-header [379,175,497,188]
news-item-body: اسلام آباد: وفاقی دارالحکومت میں آج اہم اجلاس منعقد ہوا جس میں مختلف امور پر تفصیلی غور کیا گیا۔ حکام نے بتایا کہ عوام کی سہولت کے لیے نئے اقدامات کیے جا رہے ہیں اور اس سلسلے میں متعلقہ اداروں کو ہدایات جاری کر دی گئی ہیں۔ اجلاس میں فیصلہ کیا گیا کہ ترقیاتی منصوبوں کی بروقت تکمیل کو یقینی بنایا جائے گا اور شفافیت کو ہر صورت برقرار رکھا جائے گا۔ ذرائع کے مطابق آئندہ ہفتے مزید اجلاس طلب کیے جائیں گے جن میں پیش رفت کا جائزہ لیا جائے گا۔ [129,39,248,173]
news-item-tag: خبر [130,327,158,340]
news-item-label: خبرنامہ [407,1235,477,1248]
news-item-number: 5 [976,629,996,642]
news-item-header [629,327,747,340]
news-item-header [878,478,996,491]
news-item-tag: خبر [379,24,407,37]
